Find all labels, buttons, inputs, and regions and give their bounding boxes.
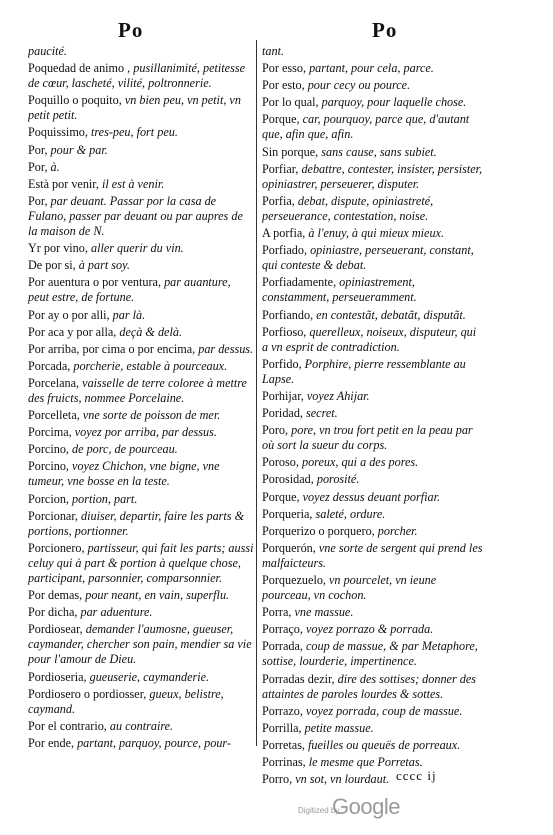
- dictionary-entry: [28, 258, 254, 273]
- dictionary-entry: [262, 78, 484, 93]
- entry-term: Està por venir,: [28, 176, 102, 191]
- dictionary-entry: [28, 61, 254, 91]
- entry-definition: pour neant, en vain, superflu.: [85, 588, 230, 603]
- dictionary-entry: [28, 408, 254, 423]
- entry-term: Porretas,: [262, 737, 309, 752]
- entry-term: Por demas,: [28, 588, 86, 603]
- dictionary-entry: [28, 687, 254, 717]
- entry-term: Porquerizo o porquero,: [262, 523, 378, 538]
- entry-definition: par deuant. Passar por la casa de Fulano, passer par deuant ou par aupres de la maison de N.: [28, 193, 243, 239]
- entry-definition: par là.: [112, 307, 146, 322]
- entry-term: Porfia,: [262, 193, 298, 208]
- entry-definition: vn bien peu, vn petit, vn petit petit.: [28, 93, 241, 123]
- entry-definition: saleté, ordure.: [315, 506, 386, 521]
- entry-term: Por auentura o por ventura,: [28, 275, 165, 290]
- entry-definition: opiniastre, perseuerant, constant, qui conteste & debat.: [262, 243, 474, 273]
- dictionary-entry: [262, 639, 484, 669]
- entry-term: Porcino,: [28, 459, 73, 474]
- left-column: [28, 44, 254, 753]
- entry-definition: sans cause, sans subiet.: [321, 144, 437, 159]
- entry-term: Porquerón,: [262, 540, 319, 555]
- entry-term: Porra,: [262, 605, 295, 620]
- dictionary-entry: [28, 509, 254, 539]
- entry-term: Porcelleta,: [28, 408, 83, 423]
- dictionary-entry: [262, 112, 484, 142]
- entry-term: Por,: [28, 193, 51, 208]
- entry-definition: aller querir du vin.: [90, 241, 184, 256]
- entry-definition: pore, vn trou fort petit en la peau par où sort la sueur du corps.: [262, 423, 473, 453]
- dictionary-entry: [262, 490, 484, 505]
- entry-term: Por lo qual,: [262, 95, 322, 110]
- entry-term: Porfiado,: [262, 243, 311, 258]
- entry-term: Sin porque,: [262, 144, 322, 159]
- dictionary-entry: [28, 325, 254, 340]
- entry-term: Porque,: [262, 489, 303, 504]
- entry-term: Porradas dezir,: [262, 671, 338, 686]
- entry-definition: coup de massue, & par Metaphore, sottise, lourderie, impertinence.: [262, 639, 478, 669]
- entry-term: Por arriba, por cima o por encima,: [28, 341, 199, 356]
- column-divider: [256, 40, 257, 746]
- entry-definition: vne sorte de sergent qui prend les malfaicteurs.: [262, 540, 483, 570]
- entry-definition: voyez porrada, coup de massue.: [306, 703, 463, 718]
- watermark-google: Google: [332, 794, 400, 819]
- entry-term: Por ende,: [28, 735, 78, 750]
- entry-term: Porque,: [262, 112, 303, 127]
- entry-term: Porqueria,: [262, 506, 316, 521]
- entry-definition: partisseur, qui fait les parts; aussi celuy qui à part & portion à quelque chose, participant, parsonnier, comparsonnier.: [28, 540, 254, 585]
- dictionary-entry: [262, 389, 484, 404]
- dictionary-entry: [28, 125, 254, 140]
- page-header: [0, 18, 553, 44]
- dictionary-entry: [262, 194, 484, 224]
- dictionary-entry: [262, 162, 484, 192]
- dictionary-entry: [28, 492, 254, 507]
- entry-term: Porrada,: [262, 639, 306, 654]
- entry-definition: porcher.: [377, 523, 418, 538]
- entry-definition: en contestãt, debatãt, disputãt.: [316, 307, 466, 322]
- dictionary-entry: [28, 177, 254, 192]
- dictionary-entry: [28, 719, 254, 734]
- entry-definition: debattre, contester, insister, persister, opiniastrer, perseuerer, disputer.: [262, 161, 483, 191]
- entry-definition: pusillanimité, petitesse de cœur, lascheté, vilité, poltronnerie.: [28, 61, 245, 91]
- entry-definition: poreux, qui a des pores.: [301, 455, 419, 470]
- entry-definition: petite massue.: [304, 720, 374, 735]
- dictionary-entry: [262, 622, 484, 637]
- entry-definition: paucité.: [28, 44, 67, 58]
- dictionary-entry: [262, 44, 484, 59]
- entry-definition: secret.: [306, 406, 338, 421]
- entry-definition: voyez por arriba, par dessus.: [74, 425, 217, 440]
- dictionary-entry: [262, 704, 484, 719]
- dictionary-entry: [28, 459, 254, 489]
- entry-definition: gueuserie, caymanderie.: [89, 669, 210, 684]
- dictionary-entry: [262, 406, 484, 421]
- entry-term: Poro,: [262, 423, 292, 438]
- dictionary-entry: [28, 588, 254, 603]
- dictionary-entry: [28, 308, 254, 323]
- entry-term: Porraço,: [262, 622, 306, 637]
- entry-definition: opiniastrement, constamment, perseueramment.: [262, 275, 417, 305]
- entry-term: Porquezuelo,: [262, 573, 330, 587]
- entry-term: Porcionero,: [28, 540, 88, 555]
- entry-term: Poroso,: [262, 455, 302, 470]
- dictionary-entry: [28, 143, 254, 158]
- dictionary-entry: [28, 359, 254, 374]
- dictionary-entry: [28, 160, 254, 175]
- dictionary-entry: [28, 241, 254, 256]
- entry-term: Por,: [28, 142, 51, 157]
- entry-definition: tant.: [262, 44, 285, 58]
- entry-term: Porcionar,: [28, 508, 81, 523]
- entry-definition: portion, part.: [72, 491, 138, 506]
- entry-term: Porrazo,: [262, 703, 306, 718]
- entry-definition: voyez Ahijar.: [306, 388, 370, 403]
- entry-term: Por esto,: [262, 78, 308, 93]
- entry-term: Porrinas,: [262, 755, 309, 770]
- entry-definition: Porphire, pierre ressemblante au Lapse.: [262, 356, 466, 386]
- entry-term: Porcion,: [28, 491, 73, 506]
- entry-term: Por el contrario,: [28, 718, 110, 733]
- entry-definition: demander l'aumosne, gueuser, caymander, chercher son pain, mendier sa vie pour l'amour de Dieu.: [28, 622, 252, 667]
- dictionary-entry: [262, 672, 484, 702]
- dictionary-entry: [28, 605, 254, 620]
- entry-term: Porosidad,: [262, 472, 317, 487]
- entry-definition: partant, parquoy, pource, pour-: [77, 735, 231, 750]
- entry-term: Por,: [28, 159, 51, 174]
- entry-term: A porfia,: [262, 226, 309, 241]
- entry-definition: pour cecy ou pource.: [307, 78, 411, 93]
- dictionary-entry: [28, 275, 254, 305]
- entry-definition: deçà & delà.: [119, 324, 182, 339]
- entry-definition: vaisselle de terre coloree à mettre des fruicts, nommee Porcelaine.: [28, 375, 247, 405]
- dictionary-entry: [262, 95, 484, 110]
- dictionary-entry: [262, 308, 484, 323]
- entry-term: Por esso,: [262, 61, 310, 76]
- watermark: [298, 796, 428, 822]
- dictionary-entry: [262, 226, 484, 241]
- entry-definition: voyez Chichon, vne bigne, vne tumeur, vne bosse en la teste.: [28, 459, 220, 489]
- entry-definition: porosité.: [316, 472, 360, 487]
- entry-term: Porfiadamente,: [262, 275, 340, 290]
- entry-definition: diuiser, departir, faire les parts & portions, portionner.: [28, 508, 245, 538]
- entry-term: Porcino,: [28, 442, 73, 457]
- dictionary-entry: [28, 44, 254, 59]
- dictionary-entry: [262, 524, 484, 539]
- dictionary-entry: [28, 376, 254, 406]
- entry-term: Porfioso,: [262, 324, 310, 339]
- entry-term: Porcima,: [28, 425, 75, 440]
- entry-term: Pordiosero o pordiosser,: [28, 686, 150, 701]
- entry-term: Por dicha,: [28, 605, 81, 620]
- entry-definition: vn sot, vn lourdaut.: [295, 772, 390, 787]
- dictionary-entry: [262, 325, 484, 355]
- dictionary-entry: [262, 721, 484, 736]
- entry-term: Poquillo o poquito,: [28, 93, 125, 108]
- entry-definition: à.: [50, 159, 60, 174]
- entry-term: Porfido,: [262, 356, 305, 371]
- entry-definition: parquoy, pour laquelle chose.: [321, 95, 467, 110]
- header-left: Po: [118, 18, 144, 42]
- entry-definition: par auanture, peut estre, de fortune.: [28, 275, 231, 305]
- entry-term: Poridad,: [262, 406, 307, 421]
- entry-term: Pordioseria,: [28, 669, 90, 684]
- entry-definition: partant, pour cela, parce.: [309, 61, 434, 76]
- entry-definition: au contraire.: [109, 718, 174, 733]
- entry-definition: voyez porrazo & porrada.: [306, 622, 434, 637]
- entry-definition: gueux, belistre, caymand.: [28, 686, 224, 716]
- watermark-small: Digitized by: [298, 806, 340, 815]
- dictionary-entry: [28, 670, 254, 685]
- entry-term: Poquedad de animo ,: [28, 61, 134, 76]
- entry-term: Porhijar,: [262, 388, 307, 403]
- entry-term: Porro,: [262, 772, 296, 787]
- entry-definition: vn pourcelet, vn ieune pourceau, vn cochon.: [262, 573, 437, 603]
- dictionary-entry: [262, 61, 484, 76]
- entry-definition: car, pourquoy, parce que, d'autant que, afin que, afin.: [262, 112, 470, 142]
- header-right: Po: [372, 18, 398, 42]
- entry-term: Pordiosear,: [28, 622, 86, 637]
- entry-definition: à part soy.: [78, 258, 130, 273]
- dictionary-entry: [262, 541, 484, 571]
- dictionary-entry: [262, 357, 484, 387]
- entry-definition: il est à venir.: [101, 176, 165, 191]
- entry-definition: de porc, de pourceau.: [72, 442, 178, 457]
- entry-term: Porrilla,: [262, 720, 305, 735]
- signature-mark: cccc ij: [396, 768, 437, 783]
- dictionary-entry: [28, 736, 254, 751]
- entry-definition: vne sorte de poisson de mer.: [82, 408, 221, 423]
- entry-definition: porcherie, estable à pourceaux.: [73, 358, 228, 373]
- entry-definition: voyez dessus deuant porfiar.: [302, 489, 441, 504]
- dictionary-entry: [262, 507, 484, 522]
- dictionary-entry: [28, 194, 254, 239]
- entry-definition: fueilles ou queuës de porreaux.: [308, 737, 461, 752]
- dictionary-entry: [28, 442, 254, 457]
- dictionary-entry: [262, 755, 484, 770]
- entry-term: Porcelana,: [28, 375, 83, 390]
- entry-definition: querelleux, noiseux, disputeur, qui a vn esprit de contradiction.: [262, 324, 477, 354]
- dictionary-entry: [28, 541, 254, 586]
- dictionary-entry: [262, 605, 484, 620]
- dictionary-entry: [28, 93, 254, 123]
- entry-term: Poquissimo,: [28, 125, 91, 140]
- entry-definition: tres-peu, fort peu.: [91, 125, 178, 140]
- dictionary-entry: [262, 573, 484, 603]
- entry-definition: le mesme que Porretas.: [308, 755, 423, 770]
- entry-definition: dire des sottises; donner des attaintes de paroles lourdes & sottes.: [262, 671, 476, 701]
- entry-term: Por aca y por alla,: [28, 324, 120, 339]
- entry-definition: pour & par.: [50, 142, 108, 157]
- entry-term: Por ay o por alli,: [28, 307, 113, 322]
- entry-definition: à l'enuy, à qui mieux mieux.: [308, 226, 444, 241]
- dictionary-entry: [262, 472, 484, 487]
- dictionary-entry: [262, 145, 484, 160]
- dictionary-entry: [262, 455, 484, 470]
- dictionary-entry: [28, 425, 254, 440]
- entry-definition: debat, dispute, opiniastreté, perseuerance, contestation, noise.: [262, 193, 434, 223]
- right-column: [262, 44, 484, 789]
- entry-definition: vne massue.: [294, 605, 354, 620]
- dictionary-entry: [262, 423, 484, 453]
- dictionary-entry: [28, 622, 254, 667]
- entry-term: De por si,: [28, 258, 79, 273]
- dictionary-entry: [28, 342, 254, 357]
- entry-definition: par dessus.: [198, 341, 254, 356]
- dictionary-entry: [262, 772, 484, 787]
- entry-term: Porfiar,: [262, 161, 302, 176]
- entry-term: Yr por vino,: [28, 241, 91, 256]
- entry-definition: par aduenture.: [80, 605, 153, 620]
- dictionary-entry: [262, 738, 484, 753]
- entry-term: Porfiando,: [262, 307, 317, 322]
- dictionary-entry: [262, 275, 484, 305]
- dictionary-entry: [262, 243, 484, 273]
- entry-term: Porcada,: [28, 358, 74, 373]
